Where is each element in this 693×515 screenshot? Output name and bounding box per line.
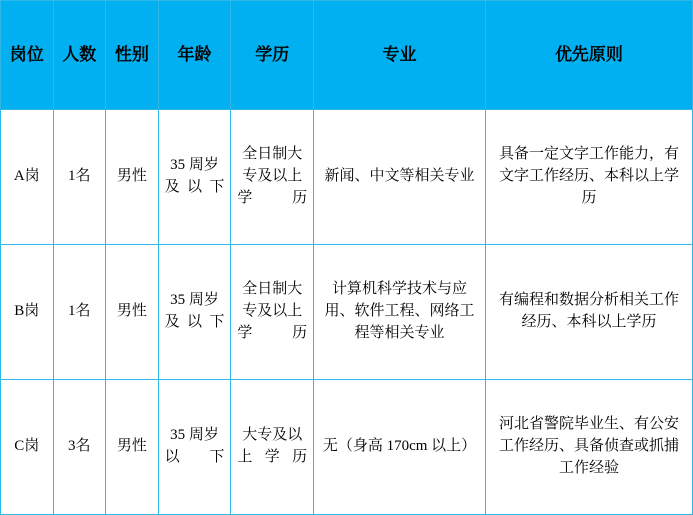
table-body [1, 110, 693, 515]
cell-gender: 男性 [106, 380, 159, 515]
cell-count: 3名 [53, 380, 106, 515]
table-row [1, 380, 693, 515]
cell-post: A岗 [1, 110, 54, 245]
cell-age: 35 周岁及以下 [158, 110, 231, 245]
cell-education: 大专及以上学历 [231, 380, 314, 515]
cell-post: B岗 [1, 245, 54, 380]
table-row [1, 110, 693, 245]
column-header-education: 学历 [231, 1, 314, 110]
cell-gender: 男性 [106, 245, 159, 380]
column-header-gender: 性别 [106, 1, 159, 110]
cell-education: 全日制大专及以上学历 [231, 245, 314, 380]
table-row [1, 245, 693, 380]
cell-count: 1名 [53, 110, 106, 245]
cell-post: C岗 [1, 380, 54, 515]
cell-count: 1名 [53, 245, 106, 380]
cell-education: 全日制大专及以上学历 [231, 110, 314, 245]
cell-preference: 具备一定文字工作能力，有文字工作经历、本科以上学历 [485, 110, 692, 245]
cell-major: 新闻、中文等相关专业 [314, 110, 486, 245]
table-header [1, 1, 693, 110]
cell-major: 计算机科学技术与应用、软件工程、网络工程等相关专业 [314, 245, 486, 380]
cell-gender: 男性 [106, 110, 159, 245]
cell-major: 无（身高 170cm 以上） [314, 380, 486, 515]
column-header-age: 年龄 [158, 1, 231, 110]
column-header-count: 人数 [53, 1, 106, 110]
cell-preference: 河北省警院毕业生、有公安工作经历、具备侦查或抓捕工作经验 [485, 380, 692, 515]
column-header-preference: 优先原则 [485, 1, 692, 110]
column-header-major: 专业 [314, 1, 486, 110]
header-row [1, 1, 693, 110]
cell-age: 35 周岁及以下 [158, 245, 231, 380]
cell-preference: 有编程和数据分析相关工作经历、本科以上学历 [485, 245, 692, 380]
cell-age: 35 周岁以下 [158, 380, 231, 515]
column-header-post: 岗位 [1, 1, 54, 110]
